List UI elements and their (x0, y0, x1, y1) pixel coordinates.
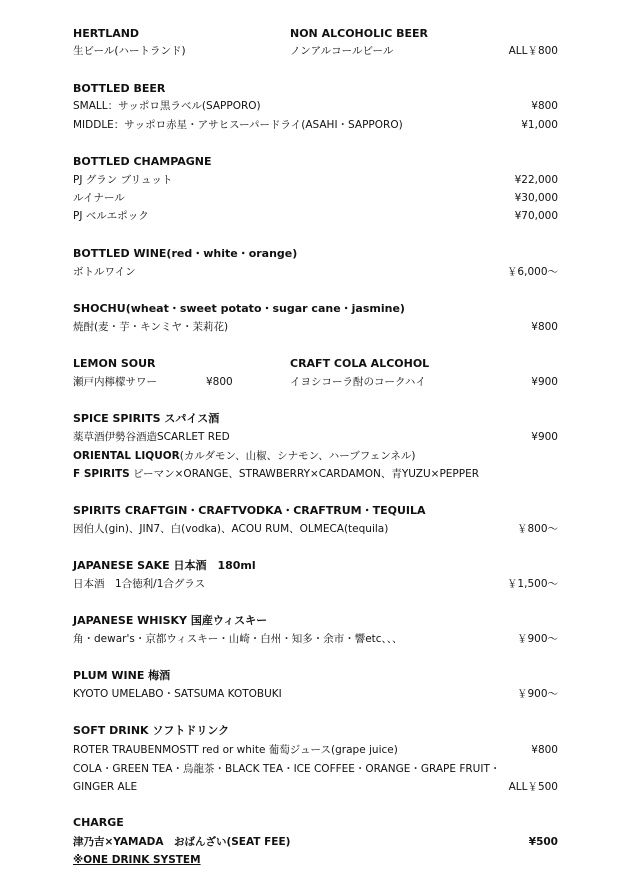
wine-price: ￥6,000～ (506, 266, 558, 278)
sake-price: ￥1,500～ (506, 578, 558, 590)
lemon-price: ¥800 (206, 376, 233, 388)
craft-heading: SPIRITS CRAFTGIN・CRAFTVODKA・CRAFTRUM・TEQUILA (73, 504, 426, 517)
spice-oriental-line (73, 449, 416, 463)
soft-item-list: COLA・GREEN TEA・烏龍茶・BLACK TEA・ICE COFFEE・ORANGE・GRAPE FRUIT・ (73, 763, 501, 775)
nonalc-heading: NON ALCOHOLIC BEER (290, 27, 428, 40)
plum-heading: PLUM WINE 梅酒 (73, 669, 171, 682)
plum-item: KYOTO UMELABO・SATSUMA KOTOBUKI (73, 688, 282, 700)
soft-price-all: ALL￥500 (508, 781, 558, 793)
shochu-heading: SHOCHU(wheat・sweet potato・sugar cane・jasmine) (73, 302, 405, 315)
shochu-price: ¥800 (531, 321, 558, 333)
sake-item: 日本酒 1合徳利/1合グラス (73, 578, 206, 590)
spice-scarlet: 薬草酒伊勢谷酒造SCARLET RED (73, 431, 230, 443)
champagne-heading: BOTTLED CHAMPAGNE (73, 155, 212, 168)
cola-heading: CRAFT COLA ALCOHOL (290, 357, 430, 370)
soft-item-ginger: GINGER ALE (73, 781, 138, 793)
beer-item-middle: MIDDLE：サッポロ赤星・アサヒスーパードライ(ASAHI・SAPPORO) (73, 119, 403, 131)
spice-fspirits-line (73, 467, 479, 481)
soft-heading: SOFT DRINK ソフトドリンク (73, 724, 230, 737)
beer-item-small: SMALL：サッポロ黒ラベル(SAPPORO) (73, 100, 261, 112)
one-drink-note: ※ONE DRINK SYSTEM (73, 854, 201, 866)
beer-price-small: ¥800 (531, 100, 558, 112)
soft-price-grape: ¥800 (531, 744, 558, 756)
champagne-price-2: ¥30,000 (514, 192, 558, 204)
wine-heading: BOTTLED WINE(red・white・orange) (73, 247, 298, 260)
f-spirits-label: F SPIRITS (73, 468, 130, 480)
wine-item: ボトルワイン (73, 266, 136, 278)
cola-price: ¥900 (531, 376, 558, 388)
craft-price: ￥800～ (516, 523, 558, 535)
spice-price: ¥900 (531, 431, 558, 443)
nonalc-item: ノンアルコールビール (290, 45, 394, 57)
charge-price: ¥500 (528, 836, 558, 848)
bottled-beer-heading: BOTTLED BEER (73, 82, 166, 95)
hertland-item: 生ビール(ハートランド) (73, 45, 186, 57)
oriental-liquor-detail: (カルダモン、山椒、シナモン、ハーブフェンネル) (179, 450, 416, 462)
f-spirits-detail: ピーマン×ORANGE、STRAWBERRY×CARDAMON、青YUZU×PEPPER (129, 468, 480, 480)
hertland-heading: HERTLAND (73, 27, 140, 40)
beer-price-middle: ¥1,000 (521, 119, 558, 131)
champagne-price-3: ¥70,000 (514, 210, 558, 222)
craft-item: 因伯人(gin)、JIN7、白(vodka)、ACOU RUM、OLMECA(tequila) (73, 523, 389, 535)
lemon-heading: LEMON SOUR (73, 357, 156, 370)
whisky-item: 角・dewar's・京都ウィスキー・山崎・白州・知多・余市・響etc、、、 (73, 633, 403, 645)
whisky-price: ￥900～ (516, 633, 558, 645)
champagne-item-1: PJ グラン ブリュット (73, 174, 173, 186)
lemon-item: 瀬戸内檸檬サワー (73, 376, 157, 388)
champagne-price-1: ¥22,000 (514, 174, 558, 186)
champagne-item-2: ルイナール (73, 192, 125, 204)
sake-heading: JAPANESE SAKE 日本酒 180ml (73, 559, 256, 572)
soft-item-grape: ROTER TRAUBENMOSTT red or white 葡萄ジュース(grape juice) (73, 744, 398, 756)
whisky-heading: JAPANESE WHISKY 国産ウィスキー (73, 614, 268, 627)
cola-item: イヨシコーラ酎のコークハイ (290, 376, 426, 388)
shochu-item: 焼酎(麦・芋・キンミヤ・茉莉花) (73, 321, 229, 333)
champagne-item-3: PJ ベルエポック (73, 210, 149, 222)
nonalc-price: ALL￥800 (508, 45, 558, 57)
oriental-liquor-label: ORIENTAL LIQUOR (73, 450, 180, 462)
plum-price: ￥900～ (516, 688, 558, 700)
spice-heading: SPICE SPIRITS スパイス酒 (73, 412, 220, 425)
charge-item: 津乃吉×YAMADA おばんざい(SEAT FEE) (73, 836, 291, 848)
charge-heading: CHARGE (73, 816, 124, 829)
